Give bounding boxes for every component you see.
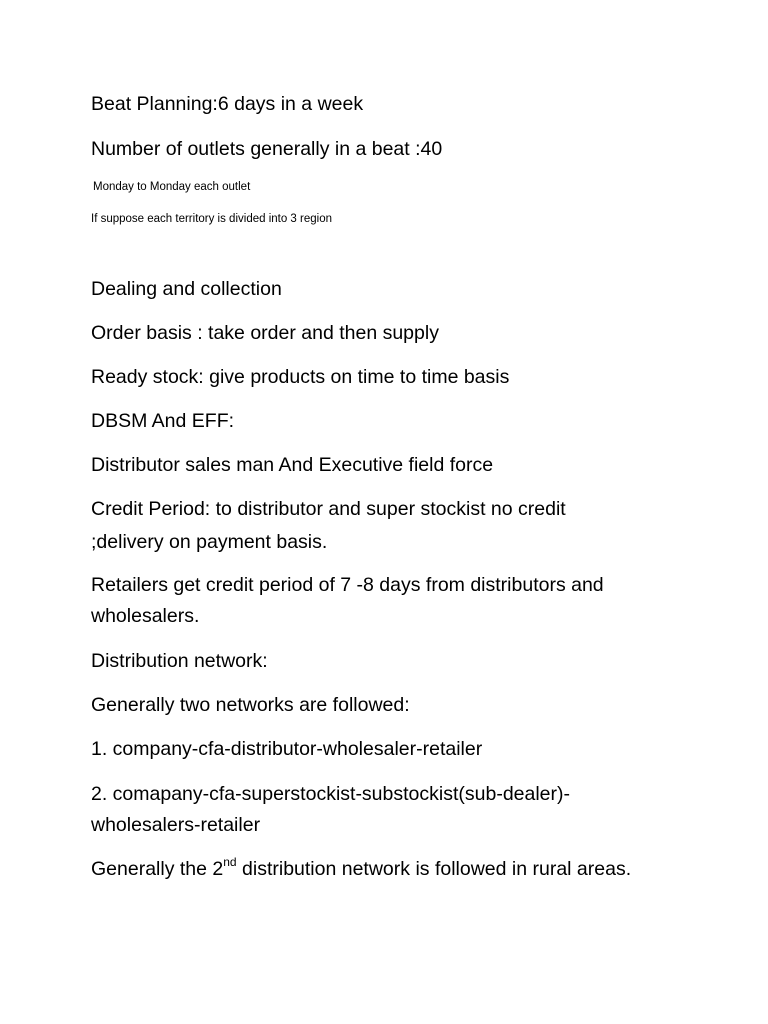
dealing-heading: Dealing and collection <box>91 278 282 300</box>
distribution-network-heading: Distribution network: <box>91 650 268 672</box>
final-statement <box>91 854 631 885</box>
final-statement-part-1: Generally the 2 <box>91 858 224 880</box>
outlets-text: Number of outlets generally in a beat :40 <box>91 138 443 160</box>
retailers-credit-line-1: Retailers get credit period of 7 -8 days from distributors and <box>91 574 604 596</box>
credit-period-line-1: Credit Period: to distributor and super stockist no credit <box>91 498 566 520</box>
final-statement-superscript: nd <box>223 854 237 869</box>
network-1-text: 1. company-cfa-distributor-wholesaler-retailer <box>91 738 483 760</box>
dbsm-heading: DBSM And EFF: <box>91 410 235 432</box>
network-2-line-2: wholesalers-retailer <box>91 814 261 836</box>
distributor-sales-text: Distributor sales man And Executive field force <box>91 454 494 476</box>
ready-stock-text: Ready stock: give products on time to time basis <box>91 366 510 388</box>
credit-period-line-2: ;delivery on payment basis. <box>91 531 328 553</box>
two-networks-text: Generally two networks are followed: <box>91 694 410 716</box>
network-2-line-1: 2. comapany-cfa-superstockist-substockist(sub-dealer)- <box>91 783 571 805</box>
order-basis-text: Order basis : take order and then supply <box>91 322 439 344</box>
beat-planning-text: Beat Planning:6 days in a week <box>91 93 364 115</box>
retailers-credit-line-2: wholesalers. <box>91 605 200 627</box>
territory-text: If suppose each territory is divided into 3 region <box>91 213 332 225</box>
monday-text: Monday to Monday each outlet <box>93 181 251 193</box>
final-statement-part-2: distribution network is followed in rural areas. <box>236 858 632 880</box>
